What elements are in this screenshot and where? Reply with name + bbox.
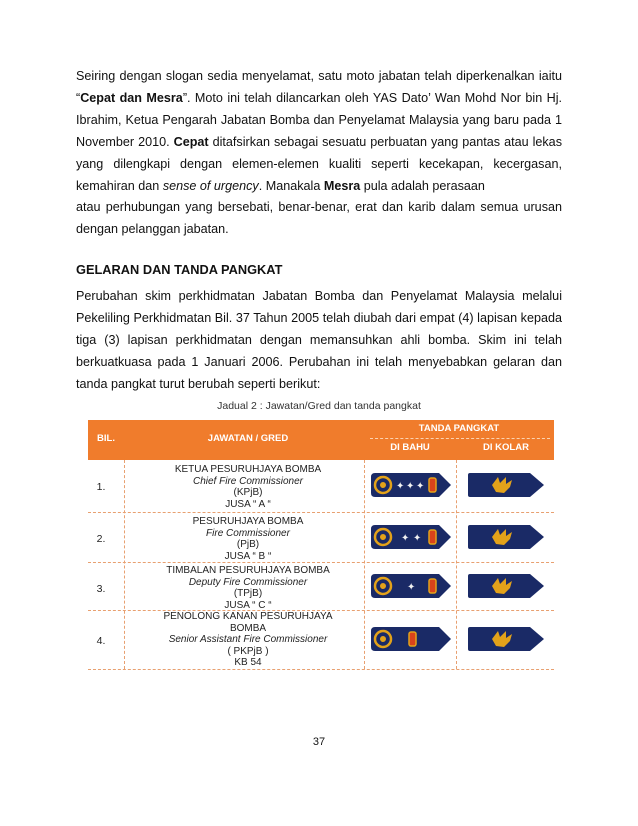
header-di-bahu: DI BAHU	[390, 442, 430, 453]
svg-text:✦: ✦	[413, 533, 422, 544]
text-line: Seiring dengan slogan sedia menyelamat, satu moto jabatan telah diperkenalkan iaitu	[76, 69, 562, 83]
header-tanda-pangkat: TANDA PANGKAT	[418, 423, 500, 434]
svg-text:✦: ✦	[401, 533, 410, 544]
rank-title: PESURUHJAYA BOMBA Fire Commissioner (PjB) JUSA “ B “	[192, 516, 304, 562]
text-line: atau perhubungan yang bersebati, benar-benar, erat dan karib dalam semua urusan	[76, 200, 562, 215]
body-paragraph	[76, 286, 562, 396]
header-di-kolar: DI KOLAR	[483, 442, 529, 453]
header-jawatan: JAWATAN / GRED	[207, 433, 289, 444]
header-bil: BIL.	[97, 433, 115, 444]
rank-title: TIMBALAN PESURUHJAYA BOMBA Deputy Fire Commissioner (TPjB) JUSA “ C “	[166, 565, 330, 611]
text-line: Pekeliling Perkhidmatan Bil. 37 Tahun 2005 telah diubah dari empat (4) lapisan kepada	[76, 310, 562, 325]
text-line: kemahiran dan sense of urgency. Manakala Mesra pula adalah perasaan	[76, 178, 485, 193]
shoulder-insignia-icon	[369, 471, 453, 499]
text-line: dengan pelanggan jabatan.	[76, 222, 229, 237]
rank-title: KETUA PESURUHJAYA BOMBA Chief Fire Commissioner (KPjB) JUSA “ A “	[174, 464, 322, 510]
shoulder-insignia-icon	[369, 572, 453, 600]
text-line: November 2010. Cepat ditafsirkan sebagai sesuatu perbuatan yang pantas atau lekas	[76, 134, 562, 149]
text-line: Perubahan skim perkhidmatan Jabatan Bomba dan Penyelamat Malaysia melalui	[76, 289, 562, 303]
text-line: tiga (3) lapisan perkhidmatan dengan memansuhkan ahli bomba. Skim ini telah	[76, 332, 562, 347]
rank-title: PENOLONG KANAN PESURUHJAYA BOMBA Senior Assistant Fire Commissioner ( PKPjB ) KB 54	[163, 611, 333, 668]
row-number: 2.	[96, 533, 106, 545]
text-line: tanda pangkat turut berubah seperti berikut:	[76, 376, 321, 391]
collar-insignia-icon	[466, 523, 546, 551]
text-line: Ibrahim, Ketua Pengarah Jabatan Bomba dan Penyelamat Malaysia yang baru pada 1	[76, 112, 562, 127]
text-line: berkuatkuasa pada 1 Januari 2006. Perubahan ini telah menyebabkan gelaran dan	[76, 354, 562, 369]
row-number: 3.	[96, 583, 106, 595]
svg-text:✦: ✦	[406, 481, 415, 492]
section-heading: GELARAN DAN TANDA PANGKAT	[76, 262, 283, 277]
text-line: yang dilengkapi dengan elemen-elemen kualiti seperti kecekapan, kecergasan,	[76, 156, 562, 171]
page-number: 37	[312, 736, 326, 748]
text-line: “Cepat dan Mesra”. Moto ini telah dilancarkan oleh YAS Dato’ Wan Mohd Nor bin Hj.	[76, 90, 563, 105]
row-number: 1.	[96, 481, 106, 493]
collar-insignia-icon	[466, 625, 546, 653]
row-number: 4.	[96, 635, 106, 647]
shoulder-insignia-icon	[369, 625, 453, 653]
rank-table	[88, 420, 554, 669]
svg-text:✦: ✦	[416, 481, 425, 492]
shoulder-insignia-icon	[369, 523, 453, 551]
svg-text:✦: ✦	[396, 481, 405, 492]
intro-paragraph	[76, 66, 562, 241]
table-caption: Jadual 2 : Jawatan/Gred dan tanda pangkat	[217, 400, 421, 412]
collar-insignia-icon	[466, 471, 546, 499]
collar-insignia-icon	[466, 572, 546, 600]
svg-text:✦: ✦	[407, 582, 416, 593]
